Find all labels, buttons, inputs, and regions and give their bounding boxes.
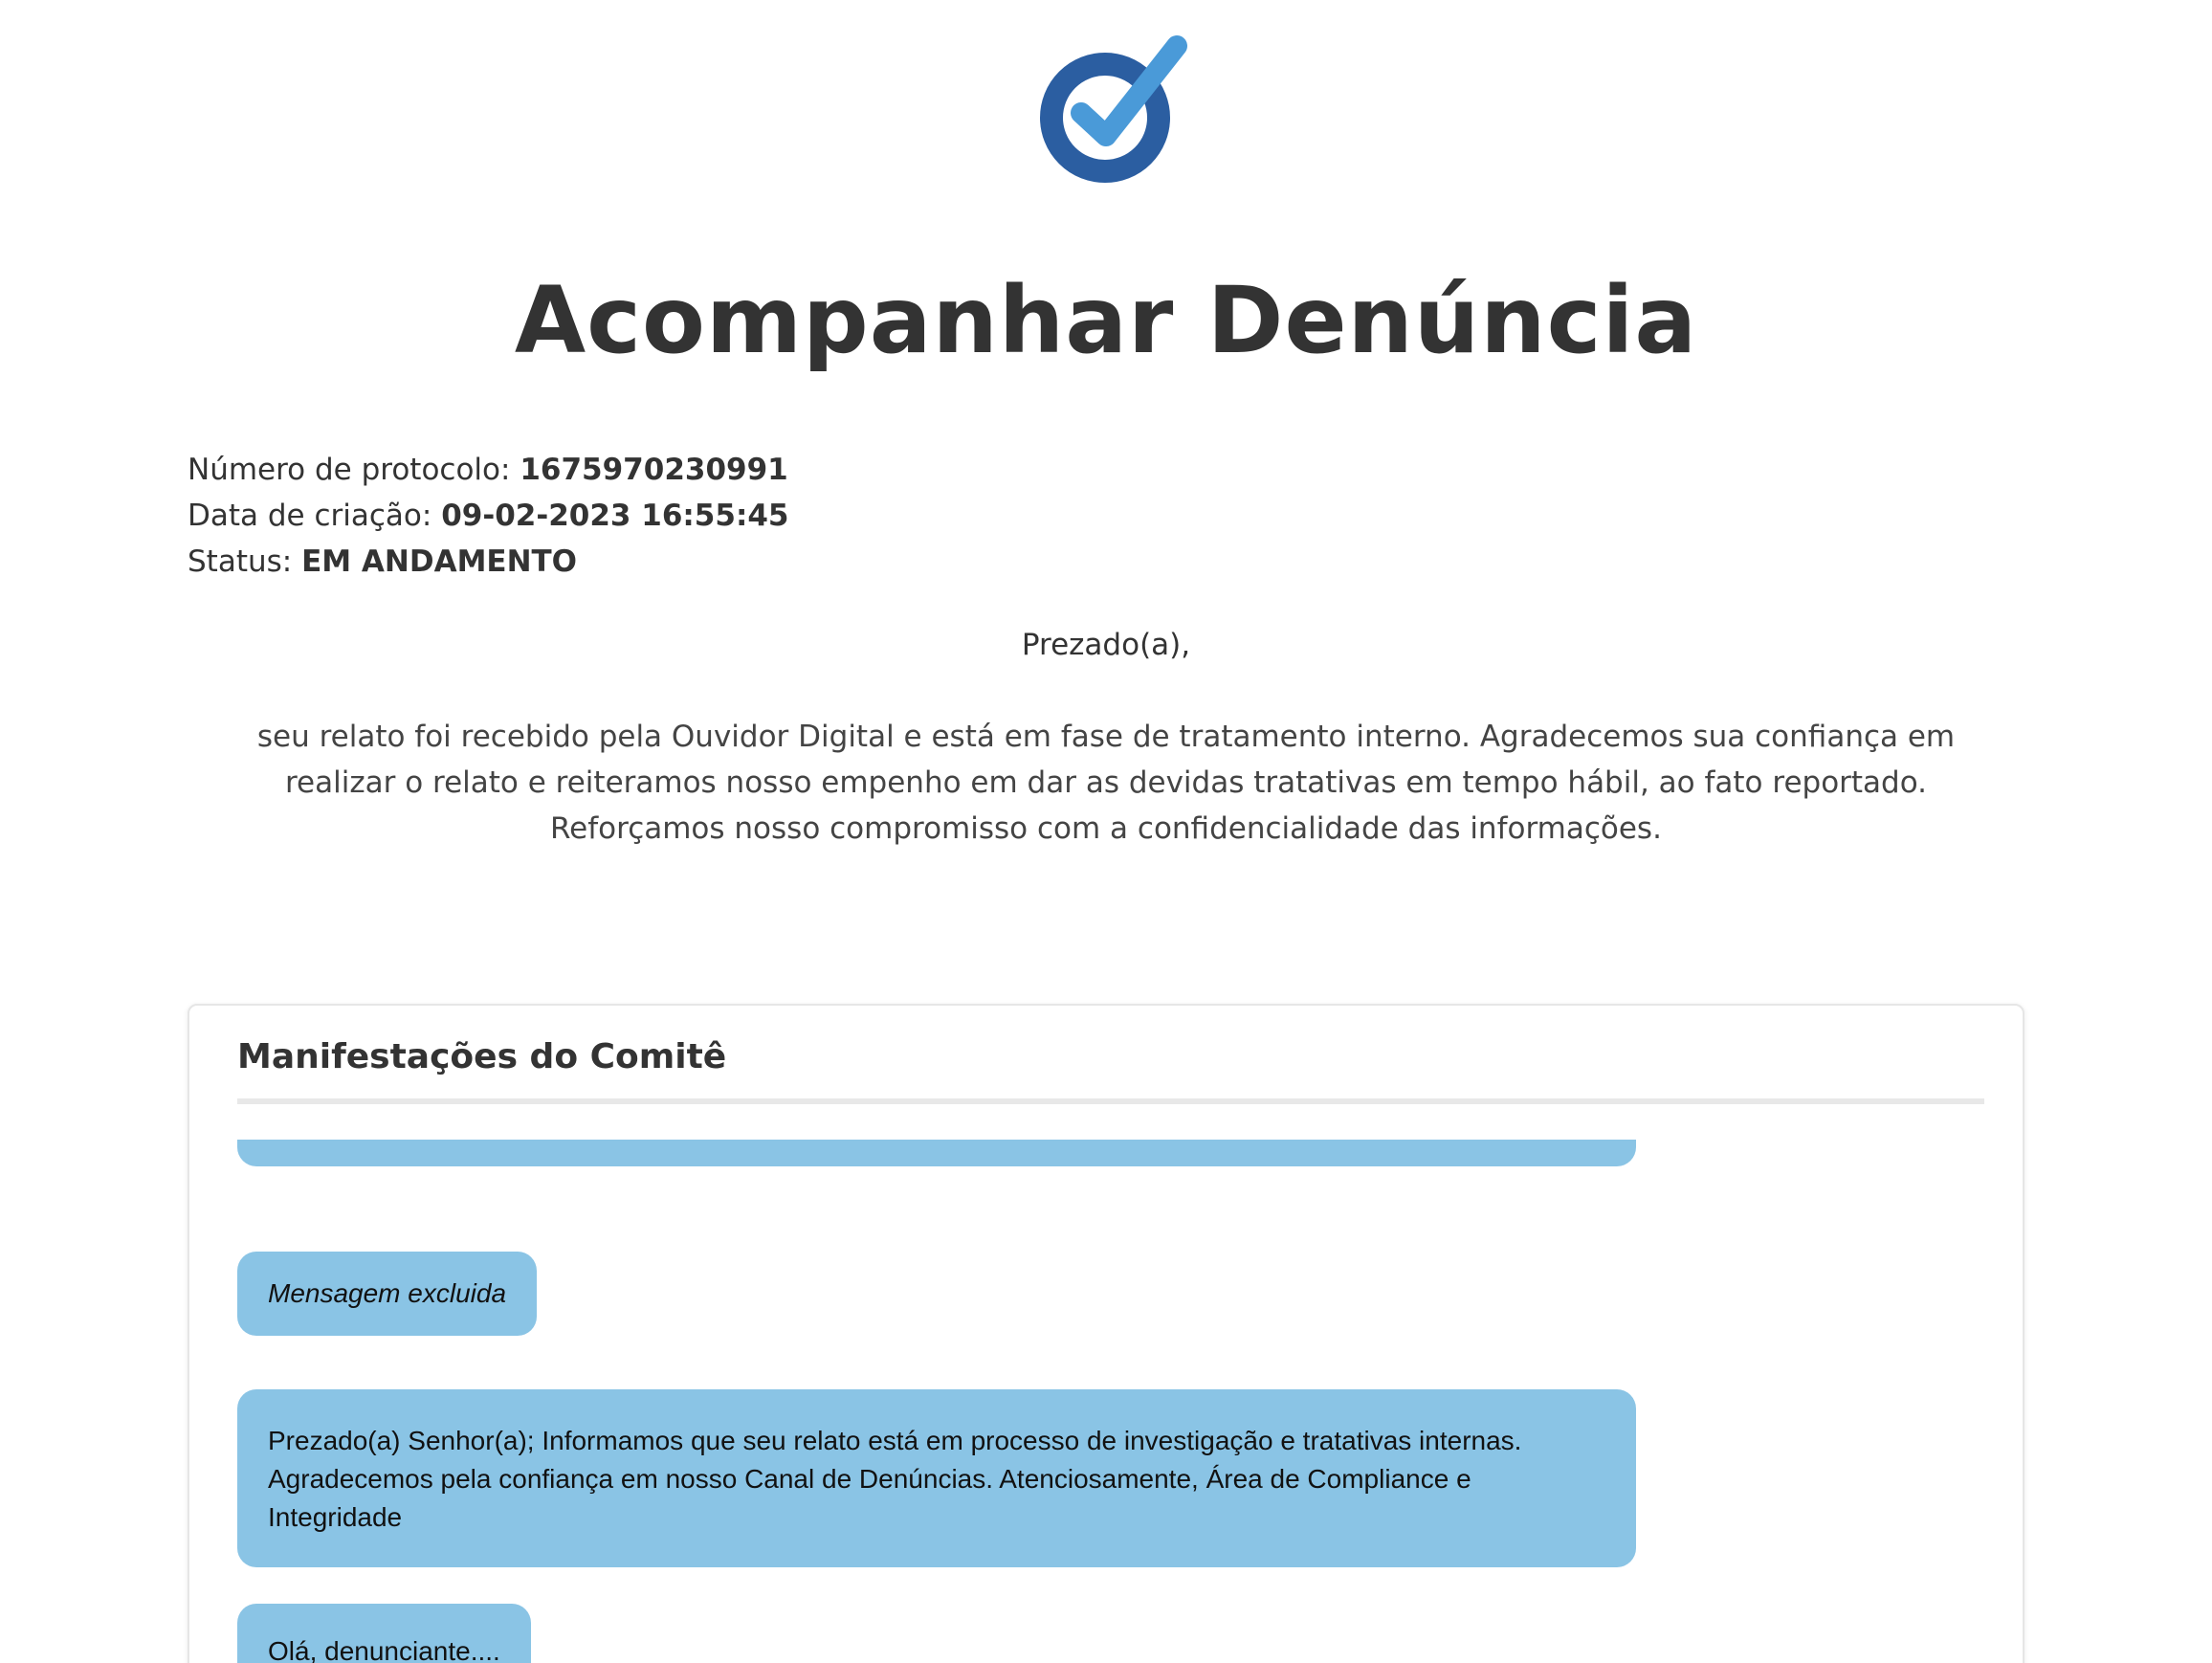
protocol-value: 1675970230991	[520, 453, 788, 487]
acknowledgement-message: seu relato foi recebido pela Ouvidor Digital e está em fase de tratamento interno. Agradecemos sua confiança em realizar o relato e reiteramos nosso empenho em dar as devidas tratativas em tempo hábil, ao fato reportado. Reforçamos nosso compromisso com a confidencialidade das informações.	[256, 720, 1956, 846]
message-bubble-deleted: Mensagem excluida	[237, 1252, 537, 1336]
status-label: Status:	[188, 544, 293, 579]
messages-list[interactable]	[189, 1140, 2023, 1663]
page-title: Acompanhar Denúncia	[514, 267, 1698, 374]
committee-title: Manifestações do Comitê	[237, 1037, 727, 1076]
created-value: 09-02-2023 16:55:45	[441, 499, 789, 533]
protocol-row	[188, 447, 788, 493]
committee-card	[188, 1004, 2024, 1663]
message-bubble-partial	[237, 1140, 1636, 1166]
message-bubble: Olá, denunciante....	[237, 1604, 531, 1663]
status-value: EM ANDAMENTO	[301, 544, 578, 579]
divider	[237, 1098, 1984, 1104]
greeting-text: Prezado(a),	[1021, 628, 1191, 662]
created-row	[188, 493, 788, 539]
check-circle-logo-icon	[1024, 29, 1196, 191]
protocol-label: Número de protocolo:	[188, 453, 511, 487]
created-label: Data de criação:	[188, 499, 432, 533]
report-info	[188, 447, 788, 585]
status-row	[188, 539, 788, 585]
message-bubble: Prezado(a) Senhor(a); Informamos que seu relato está em processo de investigação e tratativas internas. Agradecemos pela confiança em nosso Canal de Denúncias. Atenciosamente, Área de Compliance e Integridade	[237, 1389, 1636, 1567]
